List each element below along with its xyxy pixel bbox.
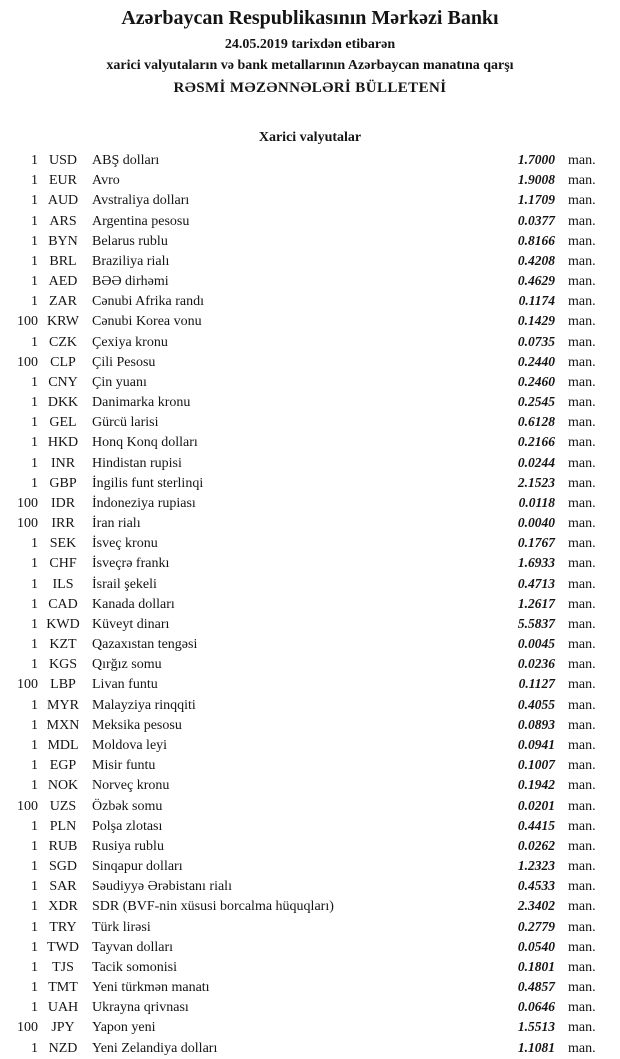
unit-label: man. bbox=[568, 455, 596, 471]
rate-value: 0.1429 bbox=[517, 313, 555, 329]
currency-name: Səudiyyə Ərəbistanı rialı bbox=[92, 879, 232, 895]
unit-label: man. bbox=[568, 253, 596, 269]
quantity: 1 bbox=[31, 475, 38, 491]
table-row bbox=[0, 755, 620, 775]
quantity: 1 bbox=[31, 213, 38, 229]
rate-value: 0.0118 bbox=[518, 494, 555, 510]
currency-code: ILS bbox=[52, 576, 74, 592]
unit-label: man. bbox=[568, 213, 596, 229]
table-row bbox=[0, 211, 620, 231]
unit-label: man. bbox=[568, 314, 596, 330]
rate-value: 0.1801 bbox=[517, 958, 555, 974]
currency-code: EUR bbox=[49, 173, 77, 189]
section-title-foreign-currencies: Xarici valyutalar bbox=[258, 130, 362, 145]
unit-label: man. bbox=[568, 818, 596, 834]
currency-code: MXN bbox=[46, 717, 80, 733]
quantity: 1 bbox=[31, 173, 38, 189]
currency-name: Norveç kronu bbox=[92, 778, 170, 794]
table-row bbox=[0, 896, 620, 916]
bulletin-subtitle: xarici valyutaların və bank metallarının Azərbaycan manatına qarşı bbox=[106, 58, 514, 73]
currency-code: TJS bbox=[52, 959, 74, 975]
currency-code: ARS bbox=[49, 213, 77, 229]
currency-code: INR bbox=[50, 455, 76, 471]
rates-table bbox=[0, 150, 620, 1058]
quantity: 1 bbox=[31, 596, 38, 612]
table-row bbox=[0, 836, 620, 856]
rate-value: 0.4857 bbox=[517, 979, 555, 995]
table-row bbox=[0, 574, 620, 594]
quantity: 1 bbox=[31, 980, 38, 996]
unit-label: man. bbox=[568, 778, 596, 794]
quantity: 100 bbox=[17, 495, 38, 511]
table-row bbox=[0, 352, 620, 372]
currency-name: Türk lirəsi bbox=[92, 919, 151, 935]
quantity: 1 bbox=[31, 576, 38, 592]
rate-value: 0.1767 bbox=[517, 535, 555, 551]
quantity: 1 bbox=[31, 274, 38, 290]
quantity: 1 bbox=[31, 697, 38, 713]
currency-code: RUB bbox=[48, 838, 78, 854]
rate-value: 0.0262 bbox=[517, 837, 555, 853]
currency-name: İsveçrə frankı bbox=[92, 556, 170, 572]
rate-value: 1.6933 bbox=[517, 555, 555, 571]
currency-name: Meksika pesosu bbox=[92, 717, 182, 733]
unit-label: man. bbox=[568, 153, 596, 168]
rate-value: 0.6128 bbox=[517, 414, 555, 430]
currency-name: Cənubi Afrika randı bbox=[92, 294, 204, 310]
currency-code: SEK bbox=[49, 536, 77, 552]
table-row bbox=[0, 634, 620, 654]
currency-name: Çin yuanı bbox=[92, 374, 147, 390]
table-row bbox=[0, 735, 620, 755]
rate-value: 0.1007 bbox=[517, 757, 555, 773]
currency-code: JPY bbox=[51, 1020, 75, 1036]
rate-value: 0.2545 bbox=[517, 394, 555, 410]
quantity: 1 bbox=[31, 435, 38, 451]
quantity: 1 bbox=[31, 859, 38, 875]
table-row bbox=[0, 372, 620, 392]
currency-name: Argentina pesosu bbox=[92, 213, 190, 229]
unit-label: man. bbox=[568, 919, 596, 935]
rate-value: 2.1523 bbox=[517, 474, 555, 490]
currency-code: BRL bbox=[49, 253, 77, 269]
rate-value: 2.3402 bbox=[517, 898, 555, 914]
currency-code: MDL bbox=[47, 737, 79, 753]
currency-code: TMT bbox=[48, 980, 78, 996]
quantity: 1 bbox=[31, 455, 38, 471]
currency-code: HKD bbox=[47, 435, 79, 451]
quantity: 100 bbox=[17, 1020, 38, 1036]
rate-value: 0.0893 bbox=[517, 716, 555, 732]
rate-value: 0.0941 bbox=[517, 736, 555, 752]
table-row bbox=[0, 453, 620, 473]
table-row bbox=[0, 674, 620, 694]
quantity: 1 bbox=[31, 959, 38, 975]
rate-value: 1.1709 bbox=[517, 192, 555, 208]
unit-label: man. bbox=[568, 233, 596, 249]
currency-name: İran rialı bbox=[92, 516, 141, 532]
quantity: 100 bbox=[17, 314, 38, 330]
unit-label: man. bbox=[568, 717, 596, 733]
table-row bbox=[0, 594, 620, 614]
currency-name: Honq Konq dolları bbox=[92, 435, 198, 451]
currency-name: Moldova leyi bbox=[92, 737, 168, 753]
table-row bbox=[0, 775, 620, 795]
rate-value: 1.7000 bbox=[517, 152, 555, 167]
rate-value: 0.0201 bbox=[517, 797, 555, 813]
currency-code: KZT bbox=[49, 637, 77, 653]
currency-name: ABŞ dolları bbox=[92, 153, 160, 168]
unit-label: man. bbox=[568, 516, 596, 532]
table-row bbox=[0, 997, 620, 1017]
unit-label: man. bbox=[568, 374, 596, 390]
unit-label: man. bbox=[568, 415, 596, 431]
table-row bbox=[0, 957, 620, 977]
unit-label: man. bbox=[568, 536, 596, 552]
unit-label: man. bbox=[568, 959, 596, 975]
rate-value: 0.1127 bbox=[518, 676, 555, 692]
rate-value: 0.0646 bbox=[517, 999, 555, 1015]
rate-value: 0.2166 bbox=[517, 434, 555, 450]
unit-label: man. bbox=[568, 838, 596, 854]
quantity: 100 bbox=[17, 798, 38, 814]
currency-code: AED bbox=[48, 274, 78, 290]
currency-code: DKK bbox=[47, 395, 79, 411]
currency-code: KRW bbox=[47, 314, 79, 330]
rate-value: 0.4208 bbox=[517, 252, 555, 268]
table-row bbox=[0, 190, 620, 210]
quantity: 1 bbox=[31, 637, 38, 653]
currency-name: Yeni türkmən manatı bbox=[92, 980, 210, 996]
unit-label: man. bbox=[568, 939, 596, 955]
currency-code: BYN bbox=[48, 233, 78, 249]
unit-label: man. bbox=[568, 980, 596, 996]
quantity: 1 bbox=[31, 556, 38, 572]
effective-date-line: 24.05.2019 tarixdən etibarən bbox=[224, 37, 396, 52]
unit-label: man. bbox=[568, 657, 596, 673]
unit-label: man. bbox=[568, 274, 596, 290]
quantity: 1 bbox=[31, 536, 38, 552]
quantity: 1 bbox=[31, 395, 38, 411]
bulletin-page bbox=[0, 6, 620, 1059]
currency-name: İsveç kronu bbox=[92, 536, 158, 552]
currency-name: Belarus rublu bbox=[92, 233, 168, 249]
unit-label: man. bbox=[568, 697, 596, 713]
unit-label: man. bbox=[568, 637, 596, 653]
quantity: 1 bbox=[31, 334, 38, 350]
rate-value: 0.2460 bbox=[517, 373, 555, 389]
quantity: 1 bbox=[31, 758, 38, 774]
currency-code: CLP bbox=[50, 354, 76, 370]
table-row bbox=[0, 473, 620, 493]
quantity: 1 bbox=[31, 919, 38, 935]
currency-name: Qazaxıstan tengəsi bbox=[92, 637, 198, 653]
table-row bbox=[0, 796, 620, 816]
document-header bbox=[0, 6, 620, 97]
rate-value: 1.5513 bbox=[517, 1019, 555, 1035]
table-row bbox=[0, 614, 620, 634]
currency-name: Misir funtu bbox=[92, 758, 156, 774]
rate-value: 0.0540 bbox=[517, 938, 555, 954]
currency-code: KGS bbox=[48, 657, 77, 673]
table-row bbox=[0, 553, 620, 573]
quantity: 1 bbox=[31, 879, 38, 895]
currency-code: CNY bbox=[48, 374, 78, 390]
table-row bbox=[0, 816, 620, 836]
quantity: 1 bbox=[31, 939, 38, 955]
currency-code: TWD bbox=[47, 939, 79, 955]
quantity: 1 bbox=[31, 717, 38, 733]
quantity: 1 bbox=[31, 657, 38, 673]
quantity: 1 bbox=[31, 153, 38, 168]
rate-value: 0.4415 bbox=[517, 817, 555, 833]
currency-code: KWD bbox=[46, 616, 80, 632]
rate-value: 0.4629 bbox=[517, 273, 555, 289]
unit-label: man. bbox=[568, 576, 596, 592]
currency-name: Ukrayna qrivnası bbox=[92, 1000, 189, 1016]
currency-name: Livan funtu bbox=[92, 677, 158, 693]
currency-code: AUD bbox=[47, 193, 79, 209]
currency-name: Avro bbox=[92, 173, 120, 189]
unit-label: man. bbox=[568, 354, 596, 370]
quantity: 1 bbox=[31, 1040, 38, 1056]
quantity: 1 bbox=[31, 374, 38, 390]
table-row bbox=[0, 170, 620, 190]
table-row bbox=[0, 533, 620, 553]
rate-value: 0.0040 bbox=[517, 515, 555, 531]
rate-value: 0.4713 bbox=[517, 575, 555, 591]
quantity: 1 bbox=[31, 818, 38, 834]
table-row bbox=[0, 412, 620, 432]
table-row bbox=[0, 917, 620, 937]
table-row bbox=[0, 876, 620, 896]
rate-value: 0.1174 bbox=[518, 293, 555, 309]
rate-value: 0.0045 bbox=[517, 636, 555, 652]
rate-value: 0.4055 bbox=[517, 696, 555, 712]
unit-label: man. bbox=[568, 334, 596, 350]
quantity: 1 bbox=[31, 778, 38, 794]
table-row bbox=[0, 311, 620, 331]
rate-value: 1.2323 bbox=[517, 858, 555, 874]
quantity: 100 bbox=[17, 354, 38, 370]
table-row bbox=[0, 493, 620, 513]
rate-value: 0.8166 bbox=[517, 232, 555, 248]
quantity: 1 bbox=[31, 193, 38, 209]
currency-name: Gürcü larisi bbox=[92, 415, 159, 431]
currency-name: Qırğız somu bbox=[92, 657, 162, 673]
table-row bbox=[0, 695, 620, 715]
currency-code: CAD bbox=[48, 596, 78, 612]
table-row bbox=[0, 715, 620, 735]
currency-name: Cənubi Korea vonu bbox=[92, 314, 202, 330]
unit-label: man. bbox=[568, 798, 596, 814]
currency-code: SAR bbox=[49, 879, 77, 895]
currency-code: NZD bbox=[48, 1040, 78, 1056]
currency-name: Malayziya rinqqiti bbox=[92, 697, 196, 713]
currency-code: CZK bbox=[49, 334, 77, 350]
unit-label: man. bbox=[568, 677, 596, 693]
rate-value: 0.0244 bbox=[517, 454, 555, 470]
quantity: 1 bbox=[31, 1000, 38, 1016]
table-row bbox=[0, 392, 620, 412]
currency-code: CHF bbox=[49, 556, 77, 572]
rate-value: 0.0236 bbox=[517, 656, 555, 672]
unit-label: man. bbox=[568, 193, 596, 209]
table-row bbox=[0, 231, 620, 251]
table-row bbox=[0, 977, 620, 997]
rate-value: 0.1942 bbox=[517, 777, 555, 793]
currency-name: Çili Pesosu bbox=[92, 354, 156, 370]
unit-label: man. bbox=[568, 1020, 596, 1036]
currency-name: Sinqapur dolları bbox=[92, 859, 183, 875]
bank-name-title: Azərbaycan Respublikasının Mərkəzi Bankı bbox=[121, 7, 499, 29]
unit-label: man. bbox=[568, 758, 596, 774]
unit-label: man. bbox=[568, 899, 596, 915]
table-row bbox=[0, 332, 620, 352]
unit-label: man. bbox=[568, 173, 596, 189]
currency-name: Kanada dolları bbox=[92, 596, 175, 612]
currency-name: Braziliya rialı bbox=[92, 253, 170, 269]
rate-value: 1.2617 bbox=[517, 595, 555, 611]
rate-value: 1.1081 bbox=[517, 1039, 555, 1055]
rate-value: 5.5837 bbox=[517, 615, 555, 631]
unit-label: man. bbox=[568, 1040, 596, 1056]
currency-code: ZAR bbox=[49, 294, 77, 310]
unit-label: man. bbox=[568, 495, 596, 511]
rate-value: 0.0735 bbox=[517, 333, 555, 349]
currency-code: GBP bbox=[49, 475, 77, 491]
rate-value: 0.2440 bbox=[517, 353, 555, 369]
quantity: 1 bbox=[31, 253, 38, 269]
currency-code: MYR bbox=[47, 697, 79, 713]
currency-code: EGP bbox=[49, 758, 77, 774]
rate-value: 0.2779 bbox=[517, 918, 555, 934]
currency-code: LBP bbox=[50, 677, 76, 693]
currency-name: Çexiya kronu bbox=[92, 334, 168, 350]
currency-code: PLN bbox=[49, 818, 77, 834]
table-row bbox=[0, 513, 620, 533]
quantity: 1 bbox=[31, 616, 38, 632]
currency-code: IRR bbox=[51, 516, 75, 532]
rate-value: 1.9008 bbox=[517, 172, 555, 188]
currency-name: Hindistan rupisi bbox=[92, 455, 182, 471]
quantity: 100 bbox=[17, 516, 38, 532]
currency-name: Küveyt dinarı bbox=[92, 616, 170, 632]
currency-code: TRY bbox=[49, 919, 77, 935]
unit-label: man. bbox=[568, 556, 596, 572]
bulletin-title: RƏSMİ MƏZƏNNƏLƏRİ BÜLLETENİ bbox=[173, 80, 447, 96]
unit-label: man. bbox=[568, 737, 596, 753]
table-row bbox=[0, 271, 620, 291]
unit-label: man. bbox=[568, 616, 596, 632]
currency-name: SDR (BVF-nin xüsusi borcalma hüquqları) bbox=[92, 899, 334, 915]
unit-label: man. bbox=[568, 1000, 596, 1016]
currency-name: Yapon yeni bbox=[92, 1020, 156, 1036]
currency-name: BƏƏ dirhəmi bbox=[92, 274, 169, 290]
currency-name: Rusiya rublu bbox=[92, 838, 164, 854]
currency-code: UAH bbox=[47, 1000, 79, 1016]
currency-code: GEL bbox=[49, 415, 77, 431]
unit-label: man. bbox=[568, 596, 596, 612]
unit-label: man. bbox=[568, 435, 596, 451]
unit-label: man. bbox=[568, 879, 596, 895]
quantity: 100 bbox=[17, 677, 38, 693]
table-row bbox=[0, 654, 620, 674]
currency-name: Tayvan dolları bbox=[92, 939, 174, 955]
quantity: 1 bbox=[31, 737, 38, 753]
table-row bbox=[0, 1038, 620, 1058]
table-row bbox=[0, 937, 620, 957]
rate-value: 0.4533 bbox=[517, 878, 555, 894]
rate-value: 0.0377 bbox=[517, 212, 555, 228]
currency-name: Tacik somonisi bbox=[92, 959, 177, 975]
currency-name: İngilis funt sterlinqi bbox=[92, 475, 204, 491]
currency-name: Polşa zlotası bbox=[92, 818, 163, 834]
quantity: 1 bbox=[31, 415, 38, 431]
currency-code: NOK bbox=[47, 778, 79, 794]
currency-name: Özbək somu bbox=[92, 798, 163, 814]
currency-name: İndoneziya rupiası bbox=[92, 495, 196, 511]
quantity: 1 bbox=[31, 838, 38, 854]
currency-code: XDR bbox=[48, 899, 78, 915]
quantity: 1 bbox=[31, 233, 38, 249]
table-row bbox=[0, 291, 620, 311]
table-row bbox=[0, 432, 620, 452]
currency-name: Yeni Zelandiya dolları bbox=[92, 1040, 218, 1056]
table-row bbox=[0, 150, 620, 170]
currency-name: Danimarka kronu bbox=[92, 395, 191, 411]
unit-label: man. bbox=[568, 859, 596, 875]
table-row bbox=[0, 251, 620, 271]
unit-label: man. bbox=[568, 475, 596, 491]
quantity: 1 bbox=[31, 899, 38, 915]
currency-name: Avstraliya dolları bbox=[92, 193, 190, 209]
table-row bbox=[0, 856, 620, 876]
unit-label: man. bbox=[568, 395, 596, 411]
unit-label: man. bbox=[568, 294, 596, 310]
currency-code: SGD bbox=[48, 859, 77, 875]
currency-name: İsrail şekeli bbox=[92, 576, 157, 592]
quantity: 1 bbox=[31, 294, 38, 310]
currency-code: IDR bbox=[50, 495, 76, 511]
currency-code: UZS bbox=[49, 798, 77, 814]
table-row bbox=[0, 1017, 620, 1037]
currency-code: USD bbox=[48, 153, 77, 168]
